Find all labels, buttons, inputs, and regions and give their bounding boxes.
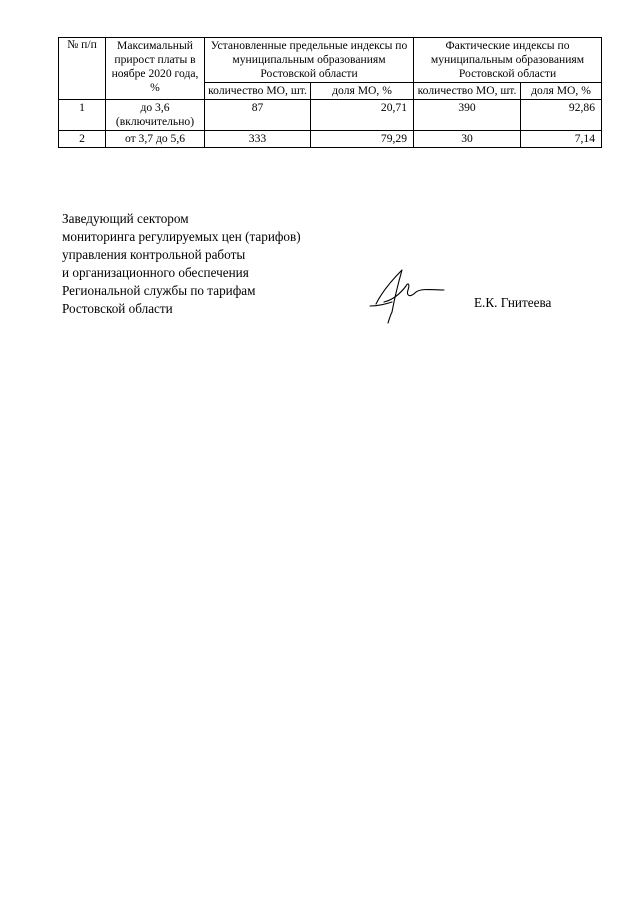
signatory-title-line: Ростовской области	[62, 301, 173, 316]
row-range: от 3,7 до 5,6	[106, 131, 205, 148]
header-act-count: количество МО, шт.	[414, 83, 521, 100]
row-est-share: 20,71	[311, 100, 414, 131]
signatory-name: Е.К. Гнитеева	[474, 295, 552, 310]
header-actual: Фактические индексы по муниципальным образованиям Ростовской области	[414, 38, 602, 83]
row-est-count: 333	[205, 131, 311, 148]
row-est-count: 87	[205, 100, 311, 131]
table-row	[59, 100, 602, 131]
row-range: до 3,6 (включительно)	[106, 100, 205, 131]
row-num: 2	[59, 131, 106, 148]
table-row	[59, 131, 602, 148]
header-act-share: доля МО, %	[521, 83, 602, 100]
signatory-title-line: мониторинга регулируемых цен (тарифов)	[62, 229, 301, 244]
signatory-title-line: и организационного обеспечения	[62, 265, 249, 280]
row-act-count: 30	[414, 131, 521, 148]
row-est-share: 79,29	[311, 131, 414, 148]
header-established: Установленные предельные индексы по муниципальным образованиям Ростовской области	[205, 38, 414, 83]
signatory-title	[62, 210, 301, 318]
indices-table	[58, 37, 602, 148]
handwritten-signature	[362, 262, 452, 324]
signatory-title-line: управления контрольной работы	[62, 247, 246, 262]
signatory-title-line: Региональной службы по тарифам	[62, 283, 256, 298]
signatory-title-line: Заведующий сектором	[62, 211, 189, 226]
row-act-share: 92,86	[521, 100, 602, 131]
row-act-share: 7,14	[521, 131, 602, 148]
row-num: 1	[59, 100, 106, 131]
header-num: № п/п	[59, 38, 106, 100]
header-max-growth: Максимальный прирост платы в ноябре 2020 года, %	[106, 38, 205, 100]
header-est-share: доля МО, %	[311, 83, 414, 100]
row-act-count: 390	[414, 100, 521, 131]
header-est-count: количество МО, шт.	[205, 83, 311, 100]
